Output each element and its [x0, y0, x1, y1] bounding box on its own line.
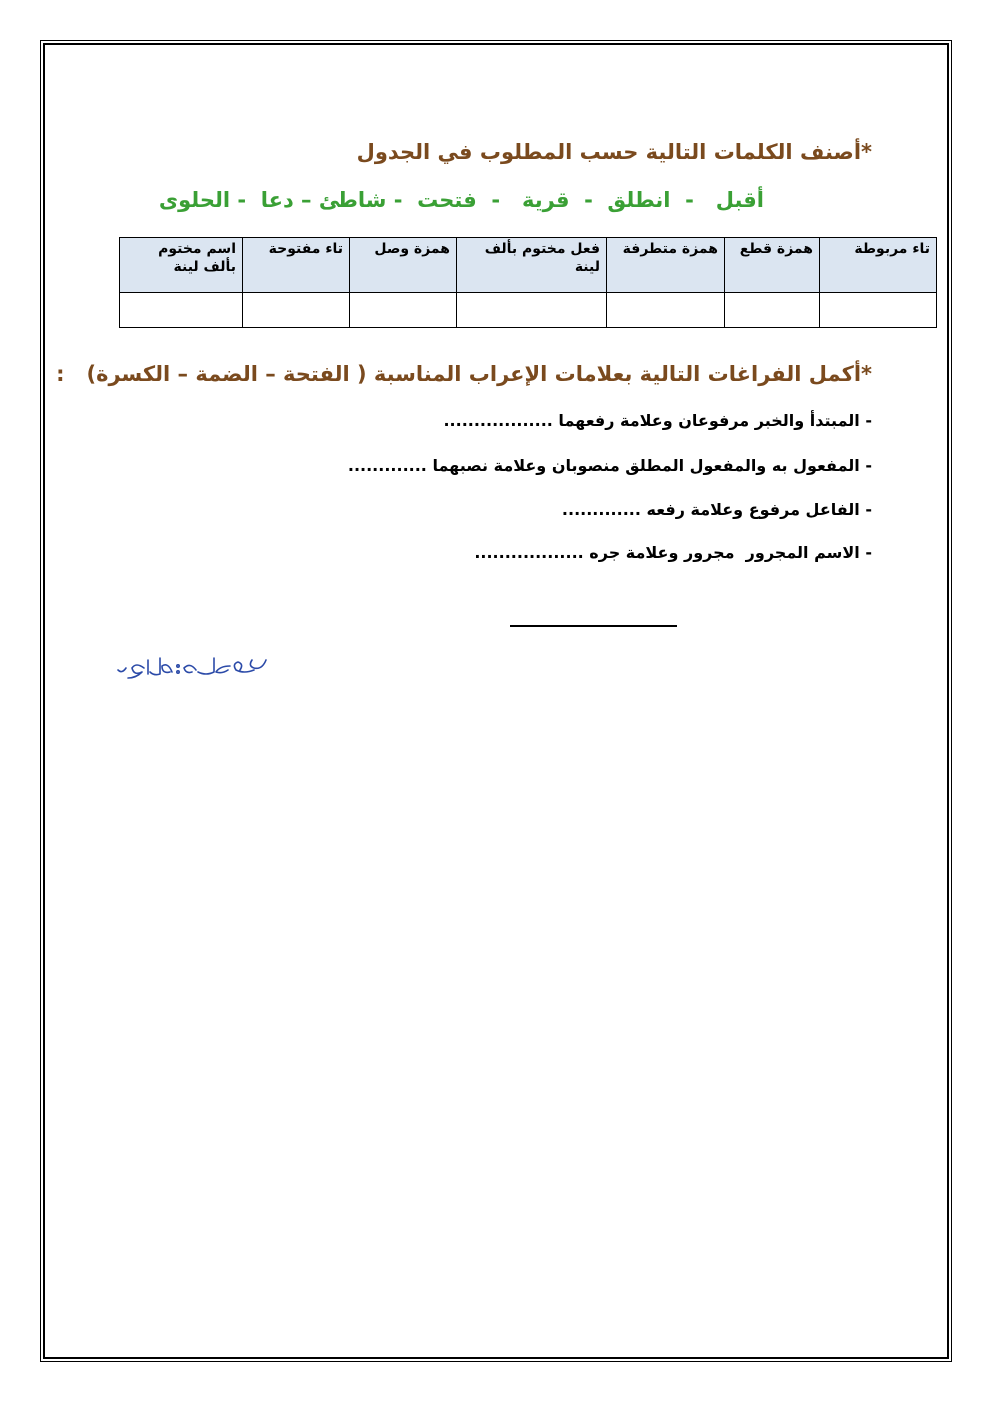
- table-answer-row: [120, 293, 937, 328]
- header-taa-marbuta: تاء مربوطة: [820, 238, 937, 293]
- question-2-title: *أكمل الفراغات التالية بعلامات الإعراب المناسبة ( الفتحة – الضمة – الكسرة) :: [56, 362, 872, 386]
- answer-cell[interactable]: [457, 293, 607, 328]
- answer-cell[interactable]: [725, 293, 820, 328]
- answer-cell[interactable]: [120, 293, 243, 328]
- table-header-row: [120, 238, 937, 293]
- header-hamzat-qat: همزة قطع: [725, 238, 820, 293]
- fill-item-3: - الفاعل مرفوع وعلامة رفعه .............: [561, 500, 872, 519]
- word-list: أقبل - انطلق - قرية - فتحت - شاطئ – دعا - الحلوى: [158, 188, 764, 212]
- answer-cell[interactable]: [820, 293, 937, 328]
- header-noun-alif-layyina: اسم مختوم بألف لينة: [120, 238, 243, 293]
- header-hamzat-wasl: همزة وصل: [350, 238, 457, 293]
- question-1-title: *أصنف الكلمات التالية حسب المطلوب في الجدول: [356, 140, 872, 164]
- classification-table: [119, 237, 937, 328]
- header-taa-maftuha: تاء مفتوحة: [243, 238, 350, 293]
- section-divider: [510, 625, 677, 627]
- fill-item-1: - المبتدأ والخبر مرفوعان وعلامة رفعهما ..................: [443, 411, 872, 430]
- fill-item-2: - المفعول به والمفعول المطلق منصوبان وعلامة نصبهما .............: [347, 456, 872, 475]
- header-verb-alif-layyina: فعل مختوم بألف لينة: [457, 238, 607, 293]
- answer-cell[interactable]: [607, 293, 725, 328]
- answer-cell[interactable]: [243, 293, 350, 328]
- fill-item-4: - الاسم المجرور مجرور وعلامة جره ..................: [474, 543, 872, 562]
- teacher-signature: [116, 652, 271, 682]
- header-hamza-mutatarrifa: همزة متطرفة: [607, 238, 725, 293]
- answer-cell[interactable]: [350, 293, 457, 328]
